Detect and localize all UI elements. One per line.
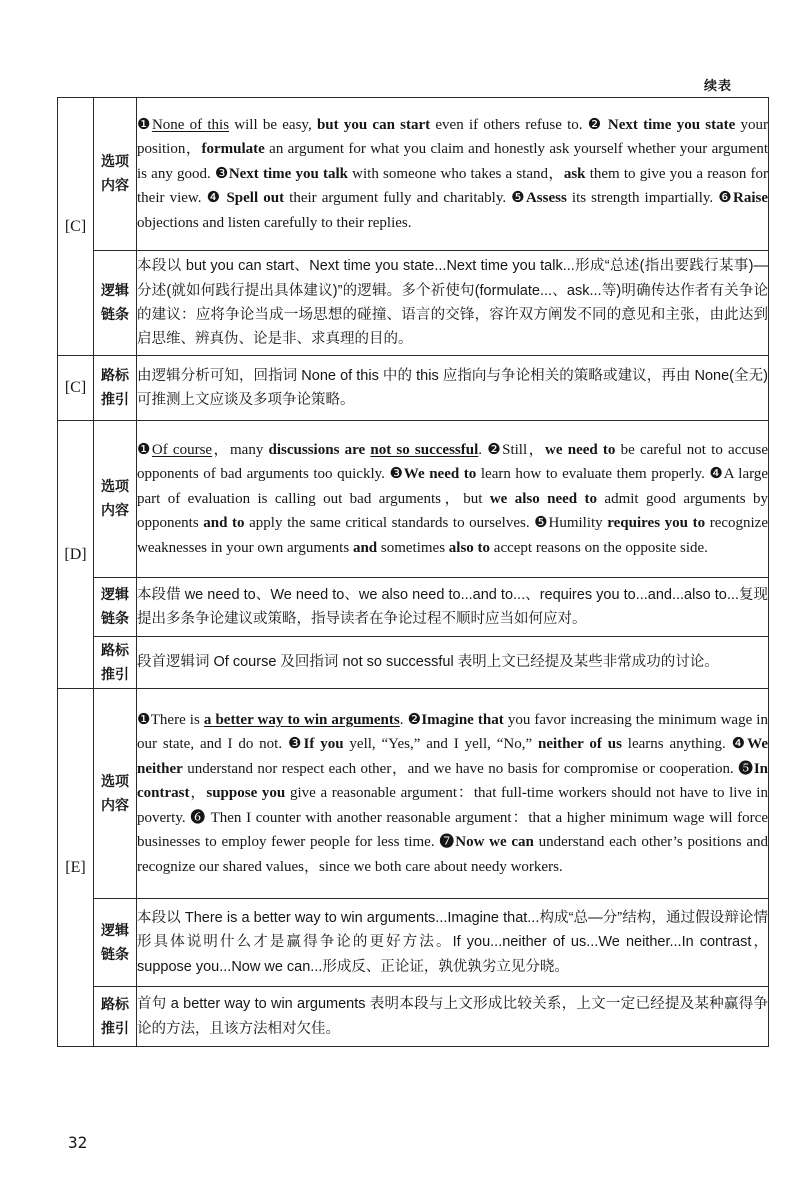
row-type-line: 逻辑 — [101, 283, 129, 299]
row-type-line: 路标 — [101, 642, 129, 659]
emphasized-text-run: and — [352, 539, 378, 556]
row-type-line: 选项 — [101, 773, 129, 790]
row-type-line: 路标 — [101, 996, 129, 1013]
emphasized-text-run: neither of us — [538, 736, 622, 753]
text-run: yell, “Yes,” and I yell, “No,” — [343, 736, 538, 753]
row-type-line: 链条 — [101, 611, 129, 627]
text-run: ❶ — [137, 116, 152, 133]
table-row — [58, 987, 769, 1047]
paragraph-label: [C] — [58, 98, 94, 356]
table-row — [58, 637, 769, 689]
text-run: ❶ — [137, 441, 152, 458]
row-type-label — [94, 98, 137, 251]
emphasized-text-run: Of course — [151, 441, 213, 458]
text-run: admit good arguments by opponents — [137, 490, 769, 532]
emphasized-text-run: We need to — [403, 466, 477, 483]
emphasized-text-run: Raise — [733, 190, 769, 207]
text-run: be careful not to accuse opponents of bad arguments too quickly. ❸ — [137, 441, 769, 483]
table-row — [58, 98, 769, 251]
table-row — [58, 356, 769, 421]
row-type-line: 推引 — [101, 666, 129, 683]
row-type-line: 内容 — [101, 797, 129, 814]
row-type-line: 路标 — [101, 368, 129, 384]
emphasized-text-run: a better way to win arguments — [203, 712, 400, 729]
signpost-content: 段首逻辑词 Of course 及回指词 not so successful 表明上文已经提及某些非常成功的讨论。 — [137, 637, 769, 689]
continued-table-label: 续表 — [704, 79, 733, 94]
row-type-label — [94, 421, 137, 578]
emphasized-text-run: Imagine that — [421, 712, 504, 729]
emphasized-text-run: formulate — [201, 141, 265, 158]
emphasized-text-run: None of this — [151, 116, 230, 133]
paragraph-label: [D] — [58, 421, 94, 689]
table-row — [58, 689, 769, 899]
row-type-label — [94, 251, 137, 356]
text-run: ，many — [212, 441, 269, 458]
text-run: . ❷ — [399, 712, 422, 729]
text-run: ❶There is — [137, 712, 204, 729]
paragraph-label: [E] — [58, 689, 94, 1047]
emphasized-text-run: If you — [303, 736, 344, 753]
row-type-line: 链条 — [101, 307, 129, 323]
row-type-label — [94, 356, 137, 421]
emphasized-text-run: We neither — [137, 736, 768, 777]
paragraph-label: [C] — [58, 356, 94, 421]
row-type-label — [94, 578, 137, 637]
row-type-line: 逻辑 — [101, 587, 129, 603]
emphasized-text-run: requires you to — [607, 515, 706, 532]
text-run: its strength impartially. ❻ — [566, 190, 734, 207]
row-type-label — [94, 899, 137, 987]
text-run: recognize weaknesses in your own arguments — [137, 515, 768, 556]
text-run: learn how to evaluate them properly. ❹A large part of evaluation is calling out bad arguments，but — [137, 466, 768, 507]
emphasized-text-run: and to — [203, 515, 245, 532]
row-type-line: 选项 — [101, 154, 129, 170]
row-type-line: 内容 — [101, 178, 129, 194]
emphasized-text-run: we need to — [545, 441, 616, 458]
text-run: your position， — [137, 116, 768, 158]
row-type-label — [94, 637, 137, 689]
page-number: 32 — [68, 1133, 88, 1152]
text-run: them to give you a reason for their view. ❹ — [137, 165, 768, 207]
text-run: with someone who takes a stand， — [347, 165, 564, 182]
text-run: understand each other’s positions and recognize our shared values，since we both care about needy workers. — [137, 834, 769, 875]
text-run: understand nor respect each other，and we have no basis for compromise or cooperation. ❺ — [182, 760, 754, 777]
text-run: you favor increasing the minimum wage in our state, and I do not. ❸ — [137, 712, 768, 753]
row-type-label — [94, 987, 137, 1047]
text-run: even if others refuse to. ❷ — [430, 116, 608, 133]
row-type-line: 逻辑 — [101, 922, 129, 939]
emphasized-text-run: suppose you — [206, 785, 286, 802]
row-type-label — [94, 689, 137, 899]
emphasized-text-run: we also need to — [489, 490, 598, 507]
emphasized-text-run: but you can start — [316, 116, 431, 133]
emphasized-text-run: Next time you state — [607, 116, 736, 133]
table-row — [58, 421, 769, 578]
row-type-line: 内容 — [101, 503, 129, 519]
emphasized-text-run: not so successful — [370, 441, 479, 458]
option-content — [137, 689, 769, 899]
row-type-line: 选项 — [101, 479, 129, 495]
logic-chain-content: 本段借 we need to、We need to、we also need to...and to...、requires you to...and...also to...复现提出多条争论建议或策略，指导读者在争论过程不顺时应当如何应对。 — [137, 578, 769, 637]
emphasized-text-run: also to — [448, 539, 491, 556]
logic-chain-content: 本段以 but you can start、Next time you state...Next time you talk...形成“总述(指出要践行某事)—分述(就如何践行提出具体建议)”的逻辑。多个祈使句(formulate...、ask...等)明确传达作者有关争论的建议：应将争论当成一场思想的碰撞、语言的交锋，容许双方阐发不同的意见和主张，由此达到启思维、辨真伪、论是非、求真理的目的。 — [137, 251, 769, 356]
emphasized-text-run: Now we can — [455, 834, 534, 851]
text-run: their argument fully and charitably. ❺ — [284, 190, 526, 207]
text-run: . ❷Still， — [478, 441, 546, 458]
table-row — [58, 578, 769, 637]
text-run: accept reasons on the opposite side. — [490, 539, 708, 556]
logic-chain-content: 本段以 There is a better way to win arguments...Imagine that...构成“总—分”结构，通过假设辩论情形具体说明什么才是赢得争论的更好方法。If you...neither of us...We neither...In contrast，suppose you...Now we can...形成反、正论证，孰优孰劣立见分晓。 — [137, 899, 769, 987]
signpost-content: 由逻辑分析可知，回指词 None of this 中的 this 应指向与争论相关的策略或建议，再由 None(全无)可推测上文应谈及多项争论策略。 — [137, 356, 769, 421]
emphasized-text-run: Next time you talk — [228, 165, 348, 182]
table-row — [58, 251, 769, 356]
text-run: objections and listen carefully to their replies. — [137, 214, 412, 231]
row-type-line: 推引 — [101, 1020, 129, 1037]
analysis-table — [57, 97, 769, 1047]
emphasized-text-run: Spell out — [226, 190, 285, 207]
text-run: learns anything. ❹ — [621, 736, 748, 753]
table-row — [58, 899, 769, 987]
emphasized-text-run: discussions are — [268, 441, 366, 458]
row-type-line: 推引 — [101, 392, 129, 408]
text-run: ， — [189, 785, 207, 802]
emphasized-text-run: Assess — [525, 190, 567, 207]
signpost-content: 首句 a better way to win arguments 表明本段与上文形成比较关系，上文一定已经提及某种赢得争论的方法，且该方法相对欠佳。 — [137, 987, 769, 1047]
text-run: give a reasonable argument：that full-time workers should not have to live in poverty. ❻ Then I counter with another reasonable argument：that a higher minimum wage will force businesses to employ fewer people for less time. ❼ — [137, 785, 768, 851]
row-type-line: 链条 — [101, 946, 129, 963]
option-content — [137, 421, 769, 578]
emphasized-text-run: In contrast — [137, 760, 768, 802]
emphasized-text-run: ask — [563, 165, 586, 182]
text-run: apply the same critical standards to ourselves. ❺Humility — [244, 515, 608, 532]
text-run: an argument for what you claim and honestly ask yourself whether your argument is any good. ❸ — [137, 141, 768, 182]
text-run: will be easy, — [229, 116, 317, 133]
text-run: sometimes — [377, 539, 449, 556]
option-content — [137, 98, 769, 251]
